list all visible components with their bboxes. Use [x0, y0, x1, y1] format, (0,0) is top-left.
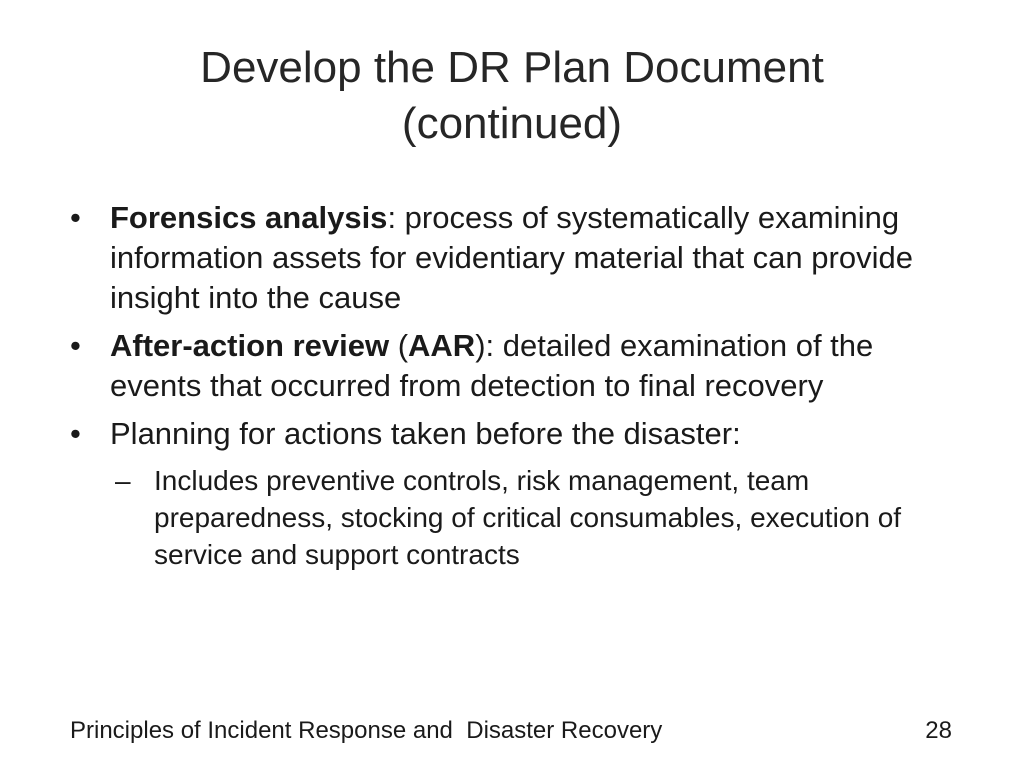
slide-body — [70, 198, 970, 573]
bullet-after-action-review — [70, 326, 970, 406]
bullet-text: ( — [389, 328, 409, 363]
slide-title-line-1: Develop the DR Plan Document — [200, 43, 824, 92]
bullet-marker: • — [70, 328, 81, 363]
bullet-text: Planning for actions taken before the disaster: — [110, 416, 741, 451]
slide-title-line-2: (continued) — [401, 99, 623, 148]
sub-bullet-text: Includes preventive controls, risk management, team preparedness, stocking of critical consumables, execution of service and support contracts — [154, 465, 902, 570]
bullet-abbreviation: AAR — [408, 328, 476, 363]
page-number: 28 — [925, 717, 952, 744]
bullet-text: : process of systematically examining information assets for evidentiary material that can provide insight into the cause — [110, 200, 913, 315]
bullet-forensics-analysis — [70, 198, 970, 318]
slide-title — [60, 40, 964, 152]
sub-bullet-marker: – — [115, 465, 131, 496]
sub-bullet-includes — [70, 462, 970, 573]
bullet-marker: • — [70, 416, 81, 451]
bullet-marker: • — [70, 200, 81, 235]
bullet-term: After-action review — [110, 328, 390, 363]
bullet-term: Forensics analysis — [110, 200, 388, 235]
bullet-text: ): detailed examination of the events that occurred from detection to final recovery — [110, 328, 874, 403]
bullet-planning — [70, 414, 970, 454]
footer-course-title: Principles of Incident Response and Disaster Recovery — [70, 717, 663, 744]
